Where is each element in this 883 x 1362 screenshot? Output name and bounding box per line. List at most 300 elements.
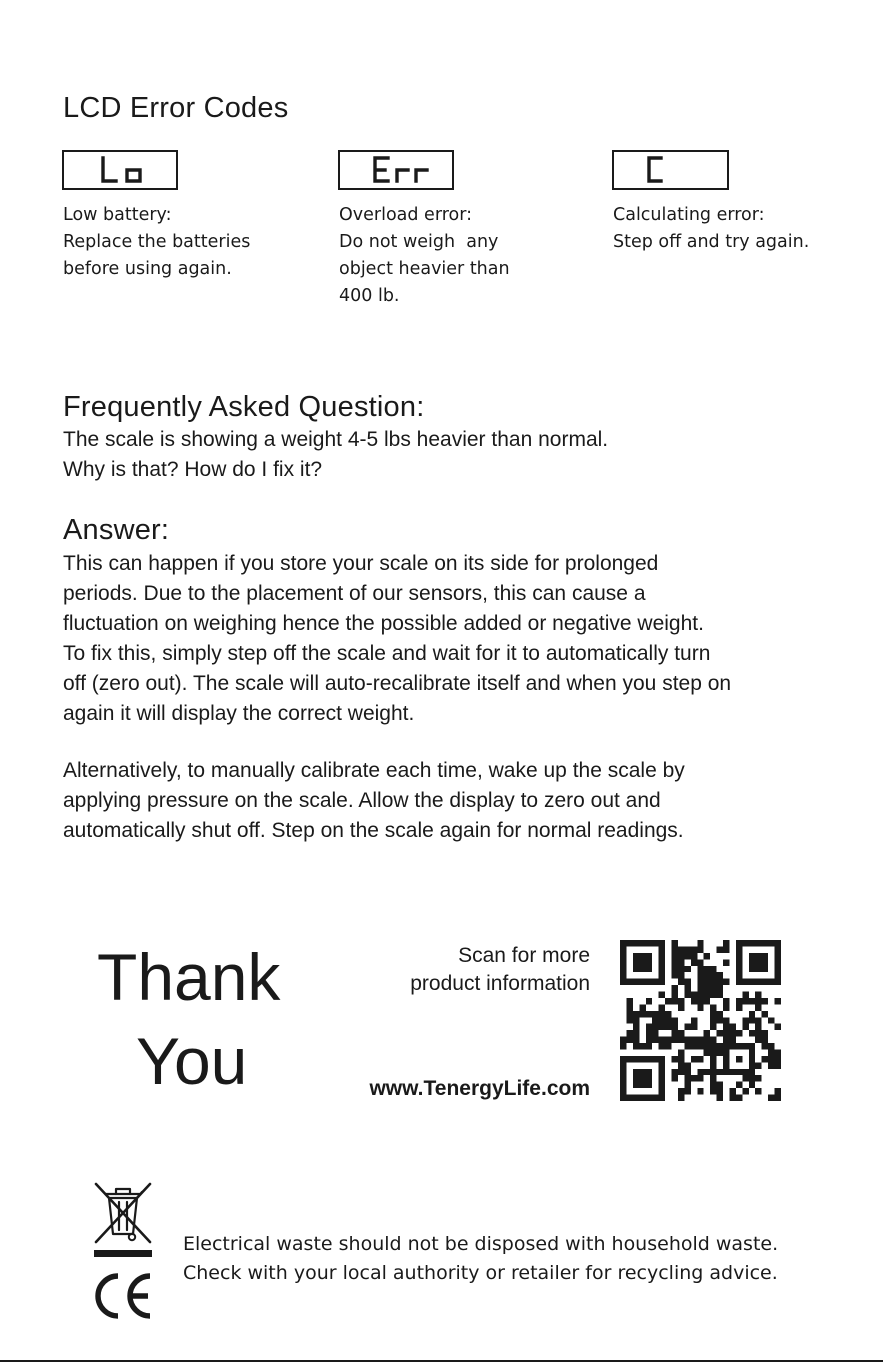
qr-module [717, 972, 723, 978]
error-code-lo-description [63, 202, 333, 283]
qr-module [639, 979, 645, 985]
qr-module [620, 959, 626, 965]
qr-module [665, 1017, 671, 1023]
code-desc-line: Low battery: [63, 205, 172, 225]
qr-module [659, 992, 665, 998]
qr-module [620, 966, 626, 972]
qr-module [704, 979, 710, 985]
qr-module [678, 972, 684, 978]
qr-module [639, 966, 645, 972]
qr-module [678, 1030, 684, 1036]
qr-module [665, 1043, 671, 1049]
qr-module [633, 1017, 639, 1023]
code-desc-line: Do not weigh any [339, 232, 499, 252]
qr-module [652, 1095, 658, 1101]
qr-module [684, 1075, 690, 1081]
qr-module [755, 1004, 761, 1010]
qr-module [755, 1017, 761, 1023]
qr-module [704, 1030, 710, 1036]
qr-module [626, 1004, 632, 1010]
qr-module [691, 953, 697, 959]
code-desc-line: 400 lb. [339, 286, 400, 306]
qr-module [762, 1011, 768, 1017]
qr-module [620, 1075, 626, 1081]
qr-module [652, 1017, 658, 1023]
qr-module [775, 1088, 781, 1094]
qr-module [755, 979, 761, 985]
qr-module [646, 1024, 652, 1030]
qr-module [697, 992, 703, 998]
qr-module [684, 953, 690, 959]
qr-module [697, 946, 703, 952]
qr-module [749, 998, 755, 1004]
qr-module [775, 1056, 781, 1062]
answer-line: To fix this, simply step off the scale and wait for it to automatically turn [63, 642, 711, 665]
qr-module [646, 966, 652, 972]
qr-module [736, 1069, 742, 1075]
qr-module [672, 1017, 678, 1023]
qr-module [672, 1030, 678, 1036]
qr-module [639, 1095, 645, 1101]
qr-module [762, 1043, 768, 1049]
qr-module [626, 1095, 632, 1101]
qr-module [652, 1011, 658, 1017]
qr-module [710, 1062, 716, 1068]
qr-module [672, 946, 678, 952]
qr-module [646, 1075, 652, 1081]
qr-module [659, 1043, 665, 1049]
qr-module [684, 1024, 690, 1030]
qr-module [620, 1037, 626, 1043]
qr-module [775, 953, 781, 959]
qr-module [755, 1088, 761, 1094]
qr-module [633, 1030, 639, 1036]
qr-module [672, 953, 678, 959]
qr-module [646, 1082, 652, 1088]
qr-module [742, 1024, 748, 1030]
qr-module [704, 953, 710, 959]
qr-module [659, 940, 665, 946]
qr-module [672, 940, 678, 946]
qr-module [775, 1049, 781, 1055]
qr-module [697, 1037, 703, 1043]
qr-module [710, 1017, 716, 1023]
qr-module [710, 1075, 716, 1081]
qr-module [729, 1088, 735, 1094]
answer-line: periods. Due to the placement of our sensors, this can cause a [63, 582, 646, 605]
qr-module [633, 1037, 639, 1043]
qr-module [626, 940, 632, 946]
qr-module [704, 985, 710, 991]
qr-module [678, 953, 684, 959]
qr-module [768, 1056, 774, 1062]
qr-module [749, 979, 755, 985]
qr-module [659, 972, 665, 978]
qr-module [672, 959, 678, 965]
qr-module [755, 1030, 761, 1036]
qr-module [775, 1024, 781, 1030]
qr-module [639, 1075, 645, 1081]
qr-module [639, 959, 645, 965]
qr-module [633, 979, 639, 985]
qr-module [626, 998, 632, 1004]
qr-module [723, 1024, 729, 1030]
qr-module [678, 959, 684, 965]
qr-module [678, 1056, 684, 1062]
qr-module [620, 953, 626, 959]
qr-module [652, 1037, 658, 1043]
qr-module [684, 1069, 690, 1075]
qr-module [755, 998, 761, 1004]
qr-module [717, 985, 723, 991]
qr-module [691, 1075, 697, 1081]
qr-module [659, 1075, 665, 1081]
qr-module [684, 979, 690, 985]
qr-module [665, 998, 671, 1004]
qr-module [633, 959, 639, 965]
qr-module [646, 953, 652, 959]
qr-module [620, 1056, 626, 1062]
answer-line: again it will display the correct weight. [63, 702, 415, 725]
qr-module [717, 1011, 723, 1017]
qr-module [659, 1004, 665, 1010]
qr-module [672, 998, 678, 1004]
qr-module [691, 998, 697, 1004]
qr-module [659, 946, 665, 952]
faq-question-line: Why is that? How do I fix it? [63, 458, 323, 481]
lcd-lo-glyphs [64, 152, 176, 188]
qr-module [710, 979, 716, 985]
qr-module [659, 1037, 665, 1043]
qr-module [633, 1056, 639, 1062]
answer-paragraph-1 [63, 549, 873, 729]
qr-module [672, 1037, 678, 1043]
qr-module [742, 979, 748, 985]
qr-module [723, 1049, 729, 1055]
qr-module [659, 1017, 665, 1023]
qr-module [620, 979, 626, 985]
disposal-line: Check with your local authority or retailer for recycling advice. [183, 1262, 778, 1284]
qr-module [639, 1069, 645, 1075]
qr-module [633, 1075, 639, 1081]
qr-module [684, 1037, 690, 1043]
qr-module [775, 966, 781, 972]
qr-module [633, 1043, 639, 1049]
qr-module [620, 946, 626, 952]
qr-module [684, 1082, 690, 1088]
qr-module [729, 1095, 735, 1101]
code-desc-line: Calculating error: [613, 205, 765, 225]
qr-module [768, 1095, 774, 1101]
code-desc-line: before using again. [63, 259, 232, 279]
qr-module [646, 979, 652, 985]
qr-module [659, 1095, 665, 1101]
qr-module [710, 992, 716, 998]
faq-question [63, 425, 863, 485]
disposal-line: Electrical waste should not be disposed with household waste. [183, 1233, 779, 1255]
qr-module [646, 1095, 652, 1101]
qr-module [755, 959, 761, 965]
qr-module [672, 972, 678, 978]
qr-module [659, 1011, 665, 1017]
qr-module [736, 946, 742, 952]
qr-module [697, 1075, 703, 1081]
qr-module [659, 979, 665, 985]
qr-module [659, 1069, 665, 1075]
qr-module [742, 992, 748, 998]
qr-module [684, 985, 690, 991]
qr-module [633, 1011, 639, 1017]
scan-line: product information [410, 972, 590, 995]
qr-module [717, 992, 723, 998]
qr-module [626, 1017, 632, 1023]
qr-module [697, 972, 703, 978]
qr-module [678, 946, 684, 952]
qr-module [659, 966, 665, 972]
answer-line: This can happen if you store your scale on its side for prolonged [63, 552, 659, 575]
qr-module [646, 940, 652, 946]
qr-module [723, 959, 729, 965]
qr-module [775, 1095, 781, 1101]
qr-module [626, 1011, 632, 1017]
qr-module [665, 1011, 671, 1017]
qr-module [717, 1017, 723, 1023]
answer-line: fluctuation on weighing hence the possible added or negative weight. [63, 612, 704, 635]
qr-module [684, 1043, 690, 1049]
qr-module [678, 1037, 684, 1043]
qr-module [736, 979, 742, 985]
qr-module [697, 966, 703, 972]
qr-module [736, 953, 742, 959]
qr-module [633, 966, 639, 972]
qr-module [639, 1056, 645, 1062]
qr-module [646, 959, 652, 965]
qr-module [736, 959, 742, 965]
qr-module [768, 940, 774, 946]
lcd-err-display [338, 150, 454, 190]
qr-module [691, 992, 697, 998]
faq-title: Frequently Asked Question: [63, 391, 425, 423]
qr-module [736, 1004, 742, 1010]
qr-module [755, 940, 761, 946]
qr-module [775, 972, 781, 978]
qr-module [659, 1082, 665, 1088]
qr-module [742, 1075, 748, 1081]
qr-module [678, 1095, 684, 1101]
qr-module [710, 1004, 716, 1010]
qr-module [710, 1037, 716, 1043]
qr-module [717, 1030, 723, 1036]
qr-module [723, 998, 729, 1004]
qr-module [704, 972, 710, 978]
qr-module [697, 1043, 703, 1049]
qr-module [768, 1062, 774, 1068]
qr-module [626, 979, 632, 985]
qr-module [775, 1062, 781, 1068]
qr-module [749, 953, 755, 959]
lcd-c-glyphs [614, 152, 727, 188]
qr-module [672, 1056, 678, 1062]
qr-module [749, 1056, 755, 1062]
qr-module [717, 1095, 723, 1101]
qr-module [704, 998, 710, 1004]
qr-module [639, 1004, 645, 1010]
answer-line: Alternatively, to manually calibrate each time, wake up the scale by [63, 759, 685, 782]
qr-module [723, 946, 729, 952]
qr-module [749, 966, 755, 972]
qr-module [620, 972, 626, 978]
qr-module [736, 1095, 742, 1101]
qr-module [672, 1024, 678, 1030]
you-text: You [136, 1024, 248, 1098]
qr-module [678, 1062, 684, 1068]
qr-module [762, 953, 768, 959]
qr-module [659, 1062, 665, 1068]
qr-module [775, 946, 781, 952]
qr-module [749, 1011, 755, 1017]
qr-module [729, 1030, 735, 1036]
qr-module [704, 966, 710, 972]
qr-module [633, 940, 639, 946]
qr-module [659, 1088, 665, 1094]
qr-module [749, 959, 755, 965]
qr-module [736, 940, 742, 946]
qr-module [652, 1024, 658, 1030]
qr-module [762, 979, 768, 985]
qr-module [620, 1088, 626, 1094]
qr-module [697, 959, 703, 965]
answer-paragraph-2 [63, 756, 873, 846]
qr-module [684, 946, 690, 952]
qr-module [620, 1069, 626, 1075]
qr-module [729, 1024, 735, 1030]
scan-line: Scan for more [458, 944, 590, 967]
qr-module [762, 940, 768, 946]
qr-module [729, 1037, 735, 1043]
qr-module [639, 1043, 645, 1049]
disposal-notice [183, 1230, 778, 1288]
qr-module [678, 1004, 684, 1010]
qr-module [755, 966, 761, 972]
qr-module [775, 998, 781, 1004]
qr-module [678, 979, 684, 985]
qr-module [729, 1043, 735, 1049]
qr-module [723, 1037, 729, 1043]
qr-module [684, 992, 690, 998]
code-desc-line: object heavier than [339, 259, 510, 279]
qr-module [729, 1069, 735, 1075]
qr-module [659, 959, 665, 965]
qr-module [646, 1056, 652, 1062]
qr-module [723, 1062, 729, 1068]
answer-line: automatically shut off. Step on the scale again for normal readings. [63, 819, 684, 842]
qr-module [697, 1004, 703, 1010]
qr-module [646, 1011, 652, 1017]
qr-module [723, 979, 729, 985]
qr-module [768, 1017, 774, 1023]
qr-module [775, 940, 781, 946]
qr-module [736, 1082, 742, 1088]
answer-line: off (zero out). The scale will auto-recalibrate itself and when you step on [63, 672, 732, 695]
answer-line: applying pressure on the scale. Allow the display to zero out and [63, 789, 661, 812]
qr-module [749, 1082, 755, 1088]
qr-module [717, 946, 723, 952]
qr-module [697, 998, 703, 1004]
qr-module [684, 1088, 690, 1094]
qr-module [704, 1043, 710, 1049]
qr-module [717, 1043, 723, 1049]
qr-module [691, 959, 697, 965]
qr-module [633, 1069, 639, 1075]
lcd-err-glyphs [340, 152, 452, 188]
qr-module [665, 1024, 671, 1030]
qr-code-icon[interactable] [620, 940, 781, 1101]
qr-module [710, 1024, 716, 1030]
qr-module [736, 1056, 742, 1062]
qr-module [710, 1049, 716, 1055]
website-link[interactable]: www.TenergyLife.com [369, 1077, 590, 1100]
qr-module [659, 1056, 665, 1062]
qr-module [742, 1017, 748, 1023]
qr-module [762, 1030, 768, 1036]
qr-module [755, 953, 761, 959]
qr-module [626, 1056, 632, 1062]
answer-title: Answer: [63, 514, 170, 546]
qr-module [749, 1049, 755, 1055]
qr-module [742, 940, 748, 946]
qr-module [775, 959, 781, 965]
qr-module [646, 1069, 652, 1075]
qr-module [755, 1062, 761, 1068]
qr-module [762, 966, 768, 972]
qr-module [697, 985, 703, 991]
qr-module [723, 1043, 729, 1049]
qr-module [742, 998, 748, 1004]
qr-module [749, 1030, 755, 1036]
qr-module [697, 1069, 703, 1075]
qr-module [762, 959, 768, 965]
qr-module [742, 1069, 748, 1075]
qr-module [697, 1056, 703, 1062]
qr-module [755, 1037, 761, 1043]
qr-module [620, 1043, 626, 1049]
qr-module [672, 1069, 678, 1075]
qr-module [717, 1069, 723, 1075]
qr-module [684, 966, 690, 972]
qr-module [736, 972, 742, 978]
qr-module [717, 979, 723, 985]
qr-module [639, 1082, 645, 1088]
qr-module [762, 1056, 768, 1062]
thank-text: Thank [97, 940, 281, 1014]
qr-module [678, 998, 684, 1004]
code-desc-line: Replace the batteries [63, 232, 251, 252]
qr-module [755, 992, 761, 998]
qr-module [659, 1024, 665, 1030]
error-code-c-description [613, 202, 883, 256]
qr-module [710, 1043, 716, 1049]
qr-module [742, 1043, 748, 1049]
qr-module [704, 992, 710, 998]
error-code-err-description [339, 202, 609, 310]
qr-module [652, 1056, 658, 1062]
qr-module [704, 1069, 710, 1075]
qr-module [691, 1056, 697, 1062]
qr-module [710, 985, 716, 991]
qr-module [652, 940, 658, 946]
qr-module [710, 1082, 716, 1088]
qr-module [633, 1082, 639, 1088]
